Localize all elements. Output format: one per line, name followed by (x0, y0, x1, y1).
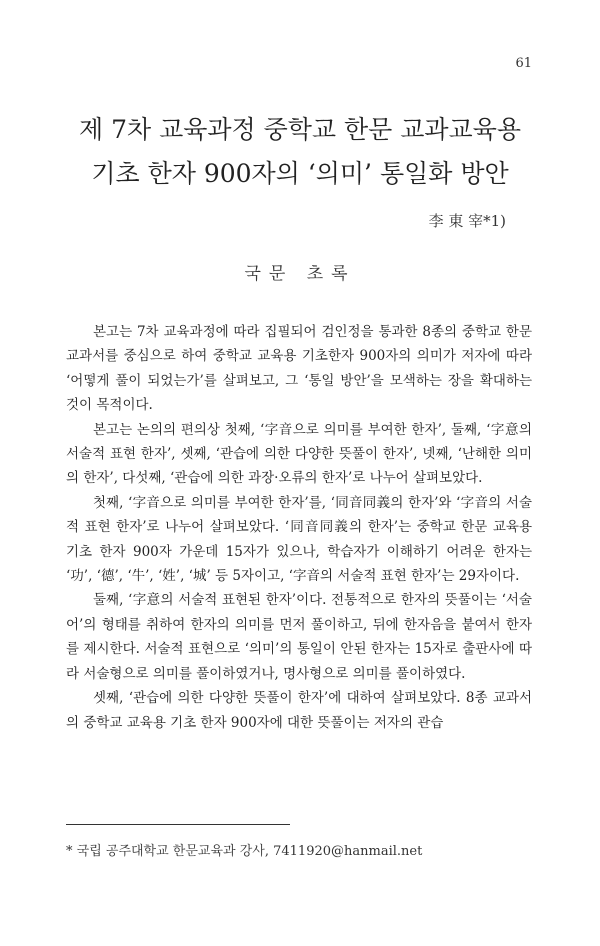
abstract-paragraph: 본고는 논의의 편의상 첫째, ‘字音으로 의미를 부여한 한자’, 둘째, ‘字意의 서술적 표현 한자’, 셋째, ‘관습에 의한 다양한 뜻풀이 한자’, 넷째, ‘난해한 의미의 한자’, 다섯째, ‘관습에 의한 과장·오류의 한자’로 나누어 살펴보았다. (66, 421, 532, 487)
page-number: 61 (515, 56, 532, 71)
abstract-heading: 국문 초록 (244, 264, 356, 284)
abstract-paragraph: 본고는 7차 교육과정에 따라 집필되어 검인정을 통과한 8종의 중학교 한문교과서를 중심으로 하여 중학교 교육용 기초한자 900자의 의미가 저자에 따라 ‘어떻게 풀이 되었는가’를 살펴보고, 그 ‘통일 방안’을 모색하는 장을 확대하는 것이 목적이다. (66, 324, 532, 414)
title-line-2: 기초 한자 900자의 ‘의미’ 통일화 방안 (91, 159, 509, 188)
abstract-paragraph: 셋째, ‘관습에 의한 다양한 뜻풀이 한자’에 대하여 살펴보았다. 8종 교과서의 중학교 교육용 기초 한자 900자에 대한 뜻풀이는 저자의 관습 (66, 690, 532, 731)
footnote-divider (66, 824, 290, 825)
footnote: * 국립 공주대학교 한문교육과 강사, 7411920@hanmail.net (66, 844, 423, 859)
abstract-body (66, 320, 532, 735)
abstract-paragraph: 둘째, ‘字意의 서술적 표현된 한자’이다. 전통적으로 한자의 뜻풀이는 ‘서술어’의 형태를 취하여 한자의 의미를 먼저 풀이하고, 뒤에 한자음을 붙여서 한자를 제시한다. 서술적 표현으로 ‘의미’의 통일이 안된 한자는 15자로 출판사에 따라 서술형으로 의미를 풀이하였거나, 명사형으로 의미를 풀이하였다. (66, 592, 532, 682)
title-line-1: 제 7차 교육과정 중학교 한문 교과교육용 (78, 115, 522, 144)
abstract-paragraph: 첫째, ‘字音으로 의미를 부여한 한자’를, ‘同音同義의 한자’와 ‘字音의 서술적 표현 한자’로 나누어 살펴보았다. ‘同音同義의 한자’는 중학교 한문 교육용 기초 한자 900자 가운데 15자가 있으나, 학습자가 이해하기 어려운 한자는 ‘功’, ‘德’, ‘牛’, ‘姓’, ‘城’ 등 5자이고, ‘字音의 서술적 표현 한자’는 29자이다. (66, 494, 532, 585)
author-name: 李 東 宰*1) (428, 212, 506, 230)
paper-title (0, 108, 600, 196)
